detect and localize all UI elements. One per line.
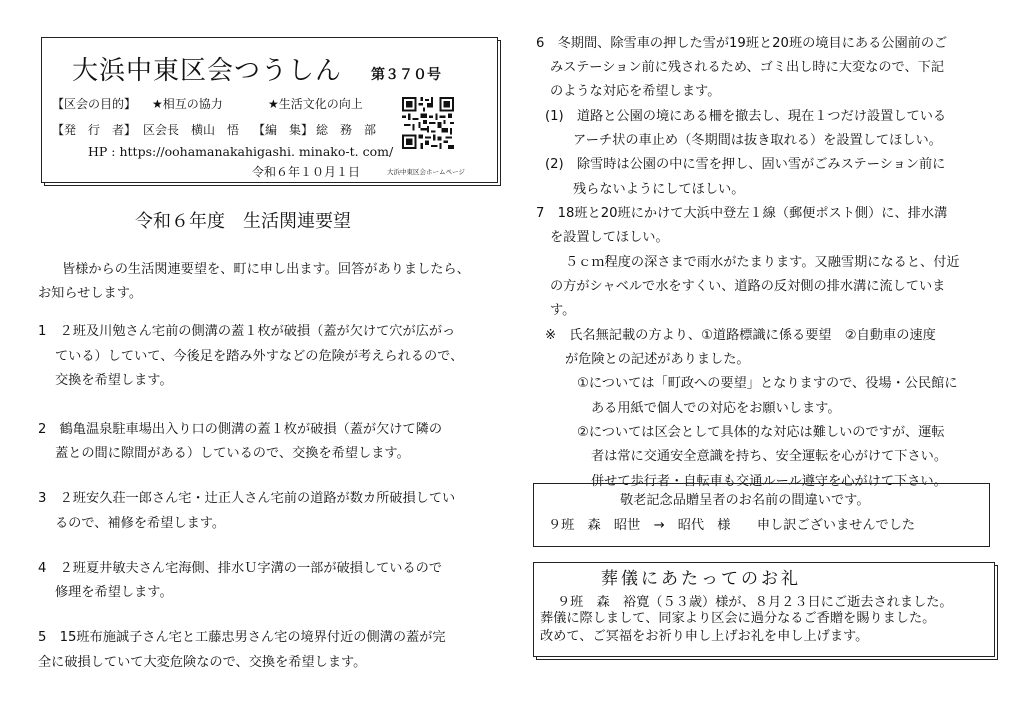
publisher-name: 区会長 横山 悟 xyxy=(143,123,240,137)
request-line: のような対応を希望します。 xyxy=(550,84,721,99)
request-line: るので、補修を希望します。 xyxy=(55,516,226,531)
homepage-url[interactable]: HP : https://oohamanakahigashi. minako-t. com/ xyxy=(88,144,394,159)
publisher-label: 【発 行 者】 xyxy=(52,123,137,137)
request-line: 1 ２班及川勉さん宅前の側溝の蓋１枚が破損（蓋が欠けて穴が広がっ xyxy=(38,324,456,339)
page-title: 令和６年度 生活関連要望 xyxy=(135,211,351,232)
intro-line: 皆様からの生活関連要望を、町に申し出ます。回答がありましたら、 xyxy=(62,262,470,277)
purpose-label: 【区会の目的】 xyxy=(52,97,137,111)
request-line: 併せて歩行者・自転車も交通ルール遵守を心がけて下さい。 xyxy=(591,474,947,489)
request-line: 3 ２班安久荘一郎さん宅・辻正人さん宅前の道路が数カ所破損してい xyxy=(38,491,456,506)
issue-date: 令和６年１０月１日 xyxy=(252,165,361,179)
request-line: 修理を希望します。 xyxy=(55,585,173,600)
condolence-line: ９班 森 裕寛（５３歳）様が、８月２３日にご逝去されました。 xyxy=(557,595,953,610)
request-line: の方がシャベルで水をすくい、道路の反対側の排水溝に流していま xyxy=(550,279,946,294)
request-line: 7 18班と20班にかけて大浜中登左１線（郵便ポスト側）に、排水溝 xyxy=(536,206,948,221)
request-line: 残らないようにしてほしい。 xyxy=(573,182,745,197)
condolence-heading: 葬儀にあたってのお礼 xyxy=(601,569,801,589)
request-line: ある用紙で個人での対応をお願いします。 xyxy=(591,401,841,416)
purpose-culture: ★生活文化の向上 xyxy=(268,97,363,111)
editor-label: 【編 集】 xyxy=(253,123,314,137)
request-line: を設置してほしい。 xyxy=(550,230,669,245)
request-line: (2) 除雪時は公園の中に雪を押し、固い雪がごみステーション前に xyxy=(545,157,946,172)
request-line: 2 鶴亀温泉駐車場出入り口の側溝の蓋１枚が破損（蓋が欠けて隣の xyxy=(38,422,443,437)
editor-name: 総 務 部 xyxy=(316,123,377,137)
request-line: (1) 道路と公園の境にある柵を撤去し、現在１つだけ設置している xyxy=(545,109,947,124)
request-line: ①については「町政への要望」となりますので、役場・公民館に xyxy=(577,376,958,391)
request-line: が危険との記述がありました。 xyxy=(565,352,750,367)
request-line: 6 冬期間、除雪車の押した雪が19班と20班の境目にある公園前のご xyxy=(536,36,948,51)
issue-number: 第３７０号 xyxy=(371,67,441,83)
purpose-cooperation: ★相互の協力 xyxy=(152,97,223,111)
request-line: す。 xyxy=(550,303,576,318)
request-line: 全に破損していて大変危険なので、交換を希望します。 xyxy=(38,655,367,670)
request-line: アーチ状の車止め（冬期間は抜き取れる）を設置してほしい。 xyxy=(573,133,942,148)
condolence-line: 葬儀に際しまして、同家より区会に過分なるご香贈を賜りました。 xyxy=(540,611,936,626)
request-line: 者は常に交通安全意識を持ち、安全運転を心がけて下さい。 xyxy=(591,449,948,464)
condolence-line: 改めて、ご冥福をお祈り申し上げお礼を申し上げます。 xyxy=(540,629,869,644)
request-line: 交換を希望します。 xyxy=(55,373,173,388)
qr-code-icon xyxy=(402,97,454,149)
request-line: 4 ２班夏井敏夫さん宅海側、排水Ｕ字溝の一部が破損しているので xyxy=(38,561,443,576)
request-line: みステーション前に残されるため、ゴミ出し時に大変なので、下記 xyxy=(550,60,945,75)
request-line: 5 15班布施誠子さん宅と工藤忠男さん宅の境界付近の側溝の蓋が完 xyxy=(38,630,446,645)
request-line: ている）していて、今後足を踏み外すなどの危険が考えられるので、 xyxy=(55,349,464,364)
request-line: ※ 氏名無記載の方より、①道路標識に係る要望 ②自動車の速度 xyxy=(545,328,936,343)
intro-line: お知らせします。 xyxy=(38,286,143,301)
qr-caption: 大浜中東区会ホームページ xyxy=(387,168,465,176)
request-line: 蓋との間に隙間がある）しているので、交換を希望します。 xyxy=(55,446,410,461)
request-line: ②については区会として具体的な対応は難しいのですが、運転 xyxy=(577,425,945,440)
newsletter-title: 大浜中東区会つうしん xyxy=(72,56,343,86)
request-line: ５ｃｍ程度の深さまで雨水がたまります。又融雪期になると、付近 xyxy=(565,255,960,270)
correction-line: ９班 森 昭世 → 昭代 様 申し訳ございませんでした xyxy=(548,518,916,533)
correction-line: 敬老記念品贈呈者のお名前の間違いです。 xyxy=(620,493,870,508)
